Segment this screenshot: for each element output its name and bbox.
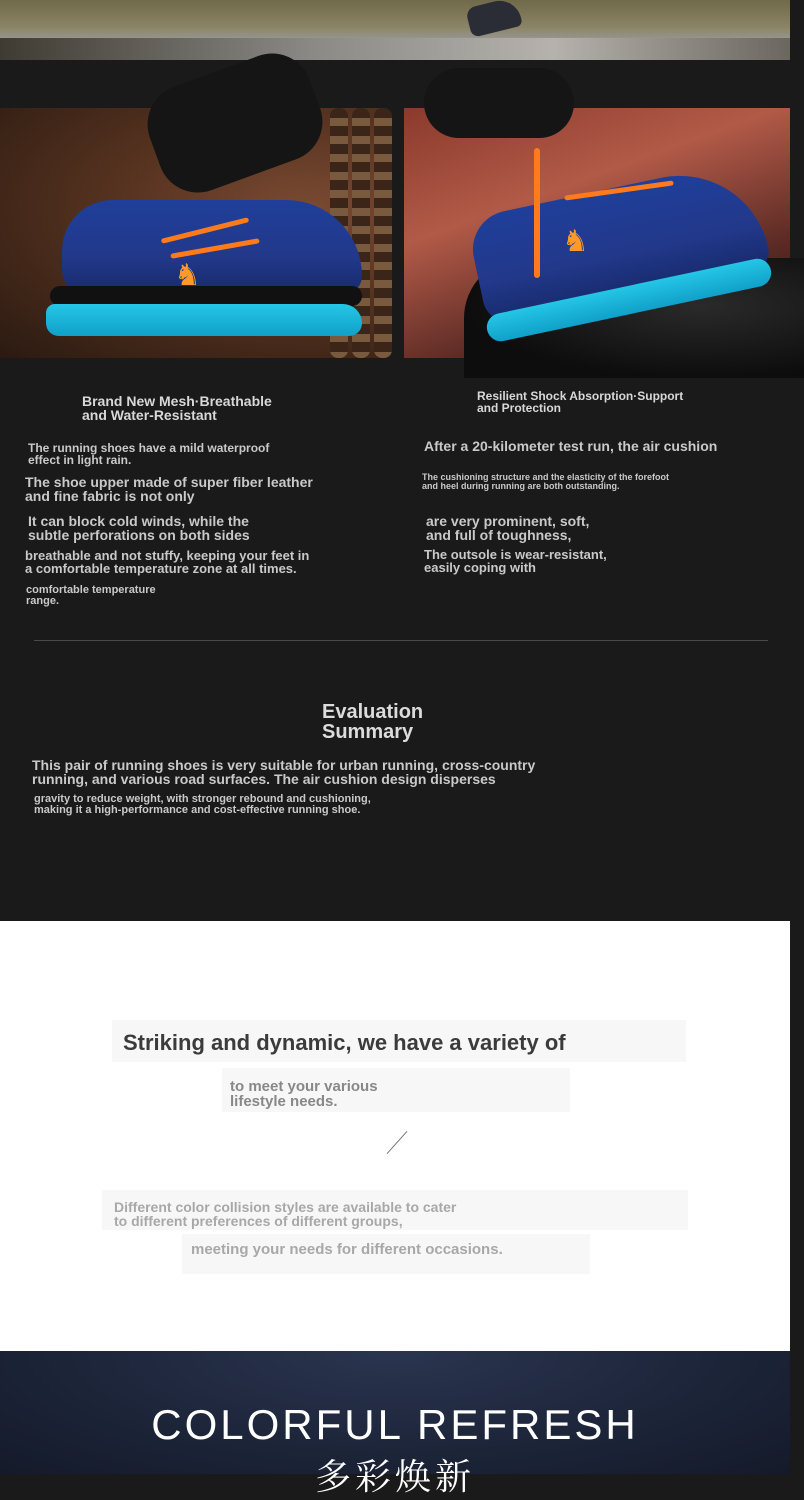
evaluation-text-2: gravity to reduce weight, with stronger rebound and cushioning, making it a high-performance and cost-effective running shoe. [34, 793, 371, 817]
evaluation-title: Evaluation Summary [322, 701, 424, 744]
feature-right-text-2: The cushioning structure and the elasticity of the forefoot and heel during running are both outstanding. [422, 472, 670, 492]
feature-right-text-4: The outsole is wear-resistant, easily coping with [424, 547, 607, 576]
trail-ground [0, 38, 790, 60]
feature-right-text-1: After a 20-kilometer test run, the air cushion [424, 438, 718, 454]
feature-left-text-1: The running shoes have a mild waterproof effect in light rain. [28, 441, 270, 468]
feature-right-title: Resilient Shock Absorption·Support and Protection [477, 389, 684, 416]
colorful-refresh-banner [0, 1351, 790, 1498]
feature-left-text-5: comfortable temperature range. [26, 584, 156, 608]
evaluation-text-1: This pair of running shoes is very suitable for urban running, cross-country running, and various road surfaces. The air cushion design disperses [32, 757, 536, 788]
striking-text-2: meeting your needs for different occasions. [191, 1241, 503, 1258]
feature-left-text-4: breathable and not stuffy, keeping your feet in a comfortable temperature zone at all times. [25, 548, 310, 577]
shoe-photo-left: ♞ [0, 108, 385, 358]
banner-subtitle: 多彩焕新 [314, 1457, 475, 1498]
banner-title: COLORFUL REFRESH [151, 1401, 639, 1448]
runner-shoe-image [465, 0, 523, 38]
feature-left-text-2: The shoe upper made of super fiber leather and fine fabric is not only [25, 474, 313, 505]
top-photo-strip [0, 0, 790, 60]
shoe-photo-right: ♞ [404, 108, 790, 358]
feature-right-text-3: are very prominent, soft, and full of toughness, [426, 513, 590, 544]
feature-left-text-3: It can block cold winds, while the subtle perforations on both sides [28, 513, 250, 544]
striking-subtext: to meet your various lifestyle needs. [230, 1078, 378, 1111]
striking-text-1: Different color collision styles are available to cater to different preferences of different groups, [114, 1199, 457, 1230]
feature-left-title: Brand New Mesh·Breathable and Water-Resistant [82, 393, 272, 424]
striking-headline: Striking and dynamic, we have a variety of [123, 1030, 566, 1055]
section-divider [34, 640, 768, 641]
striking-section [0, 921, 790, 1351]
